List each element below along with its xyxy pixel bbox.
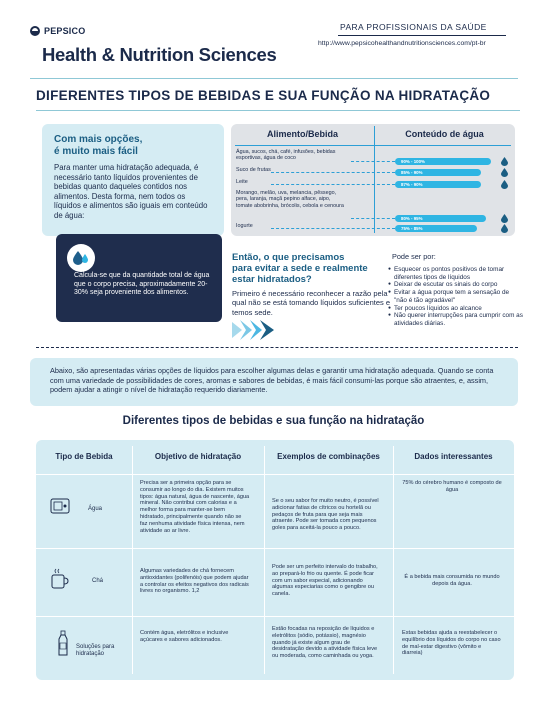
chart-bar — [395, 181, 481, 188]
table-cell-objective: Contém água, eletrólitos e inclusive açúcares e sabores adicionados. — [140, 630, 229, 643]
table-column-header: Tipo de Bebida — [55, 452, 113, 461]
table-row-divider — [36, 474, 514, 475]
table-cell-facts: É a bebida mais consumida no mundo depois da água. — [404, 574, 500, 587]
table-cell-facts: 75% do cérebro humano é composto de água — [402, 480, 502, 493]
table-cell-examples: Pode ser um perfeito intervalo do trabalho, ao prepará-lo frio ou quente. É pode ficar com um sabor especial, adicionando algumas especiarias como o gengibre ou canela. — [272, 564, 378, 598]
water-drop-badge — [67, 244, 95, 272]
chart-leader-line — [351, 218, 395, 219]
pepsico-logo — [30, 26, 85, 36]
chart-col-food: Alimento/Bebida — [266, 129, 338, 139]
table-column-divider — [264, 446, 265, 674]
table-cell-examples: Estão focadas na reposição de líquidos e eletrólitos (sódio, potássio), magnésio quando já existe algum grau de desidratação devido a atividade física leve ou moderada, como caminhada ou yoga. — [272, 626, 378, 660]
chart-bar — [395, 225, 477, 232]
page-title: DIFERENTES TIPOS DE BEBIDAS E SUA FUNÇÃO NA HIDRATAÇÃO — [36, 88, 491, 103]
tea-cup-icon — [50, 568, 70, 590]
site-url[interactable]: http://www.pepsicohealthandnutritionsciences.com/pt-br — [318, 40, 486, 47]
table-column-header: Dados interessantes — [414, 452, 493, 461]
chart-category-label: Leite — [236, 179, 248, 185]
brand-title: Health & Nutrition Sciences — [42, 44, 277, 65]
water-drop-icon — [501, 157, 508, 166]
table-cell-objective: Algumas variedades de chá fornecem antioxidantes (polifenóis) que podem ajudar a controlar os efeitos negativos dos radicais livres no organismo. 1,2 — [140, 568, 249, 595]
title-divider — [36, 110, 520, 111]
table-cell-facts: Estas bebidas ajuda a reestabelecer o equilíbrio dos líquidos do corpo no caso de mal-estar digestivo (vômito e diarreia) — [402, 630, 501, 657]
table-cell-examples: Se o seu sabor for muito neutro, é possível adicionar fatias de cítricos ou hortelã ou pedaços de fruta para que seja mais atraente. Pode ser tomada com pequenos goles para aceitá-la pouco a pouco. — [272, 498, 379, 532]
logo-text: PEPSICO — [44, 26, 86, 36]
chart-category-label: Água, sucos, chá, café, infusões, bebidas esportivas, água de coco — [236, 149, 336, 162]
water-drop-icon — [501, 214, 508, 223]
chevron-arrows-icon — [232, 320, 278, 340]
chart-bar — [395, 158, 491, 165]
table-title: Diferentes tipos de bebidas e sua função na hidratação — [122, 415, 425, 427]
audience-label: PARA PROFISSIONAIS DA SAÚDE — [340, 22, 487, 32]
chart-category-label: Morango, melão, uva, melancia, pêssego, pera, laranja, maçã pepino alface, aipo, tomate abobrinha, brócolis, cebola e cenoura — [236, 190, 344, 209]
chart-bar — [395, 215, 486, 222]
pepsico-globe-icon — [30, 26, 40, 36]
chart-category-label: Iogurte — [236, 223, 253, 229]
table-row-divider — [36, 616, 514, 617]
table-cell-objective: Precisa ser a primeira opção para se consumir ao longo do dia. Existem muitos tipos: água natural, água de nascente, água mineral. Não contribui com calorias e a melhor forma para manter-se bem hidratado, principalmente quando não se faz nenhuma atividade física intensa, nem atividade ao ar livre. — [140, 480, 250, 534]
table-column-divider — [132, 446, 133, 674]
intro-body: Para manter uma hidratação adequada, é necessário tanto líquidos provenientes de bebidas quanto daqueles contidos nos alimentos. Desta forma, nem todos os líquidos e alimentos são iguais em conteúdo de água: — [54, 163, 208, 220]
chart-leader-line — [271, 172, 395, 173]
question-line-3: estar hidratados? — [232, 274, 312, 286]
question-line-2: para evitar a sede e realmente — [232, 263, 368, 275]
bottle-icon — [56, 630, 70, 656]
chart-header-rule — [235, 145, 511, 146]
table-column-header: Objetivo de hidratação — [154, 452, 242, 461]
reason-item: ● Deixar de escutar os sinais do corpo — [388, 281, 523, 289]
table-column-divider — [393, 446, 394, 674]
chart-column-divider — [374, 126, 375, 233]
beverage-icon-container — [50, 498, 70, 519]
beverage-type: Soluções para hidratação — [76, 644, 115, 658]
question-line-1: Então, o que precisamos — [232, 252, 345, 263]
chart-col-water: Conteúdo de água — [405, 129, 484, 139]
chart-bar-label: 87% - 90% — [401, 182, 423, 187]
intro-heading-line-2: é muito mais fácil — [54, 146, 138, 157]
beverage-type: Água — [88, 506, 103, 512]
water-drop-icon — [501, 180, 508, 189]
chart-leader-line — [271, 184, 395, 185]
beverages-table — [36, 440, 514, 680]
question-answer: Primeiro é necessário reconhecer a razão pela qual não se está tomando líquidos suficientes e temos sede. — [232, 289, 391, 317]
water-drop-icon — [501, 168, 508, 177]
intro-heading-line-1: Com mais opções, — [54, 134, 143, 145]
chart-bar-label: 85% - 90% — [401, 170, 423, 175]
beverage-type: Chá — [92, 578, 104, 584]
chart-bar-label: 90% - 100% — [401, 159, 425, 164]
chart-bar-label: 80% - 95% — [401, 216, 423, 221]
reason-item: ● Evitar a água porque tem a sensação de "não é tão agradável" — [388, 289, 523, 304]
chart-bar — [395, 169, 481, 176]
question-heading — [232, 252, 368, 286]
audience-underline — [338, 35, 506, 36]
reason-item: ● Esquecer os pontos positivos de tomar diferentes tipos de líquidos — [388, 266, 523, 281]
water-content-chart — [231, 124, 515, 236]
fact-card — [56, 234, 222, 322]
reason-item: ● Ter poucos líquidos ao alcance — [388, 305, 523, 313]
fact-text: Calcula-se que da quantidade total de água que o corpo precisa, aproximadamente 20-30% seja proveniente dos alimentos. — [74, 272, 210, 297]
intro-card — [42, 124, 224, 236]
water-drops-icon — [72, 248, 90, 268]
section-separator — [36, 347, 518, 348]
chart-bar-label: 75% - 85% — [401, 226, 423, 231]
reasons-title: Pode ser por: — [392, 252, 436, 261]
info-band: Abaixo, são apresentadas várias opções de líquidos para escolher algumas delas e garantir uma hidratação adequada. Quando se conta com uma variedade de possibilidades de cores, aromas e sabores de bebidas, é mais fácil consumi-las porque são atraentes, e, assim, podem ajudar a atingir o nível de hidratação requerido diariamente. — [30, 358, 518, 406]
intro-heading — [54, 134, 212, 158]
reasons-list — [388, 266, 523, 328]
beverage-icon-container — [56, 630, 70, 661]
water-dispenser-icon — [50, 498, 70, 514]
chart-header — [231, 124, 515, 144]
chart-leader-line — [271, 228, 395, 229]
page-header — [0, 0, 547, 82]
table-row-divider — [36, 548, 514, 549]
reason-item: ● Não querer interrupções para cumprir com as atividades diárias. — [388, 312, 523, 327]
chart-leader-line — [351, 161, 395, 162]
beverage-icon-container — [50, 568, 70, 595]
header-divider — [30, 78, 518, 79]
water-drop-icon — [501, 224, 508, 233]
table-column-header: Exemplos de combinações — [277, 452, 380, 461]
chart-category-label: Suco de frutas — [236, 167, 271, 173]
